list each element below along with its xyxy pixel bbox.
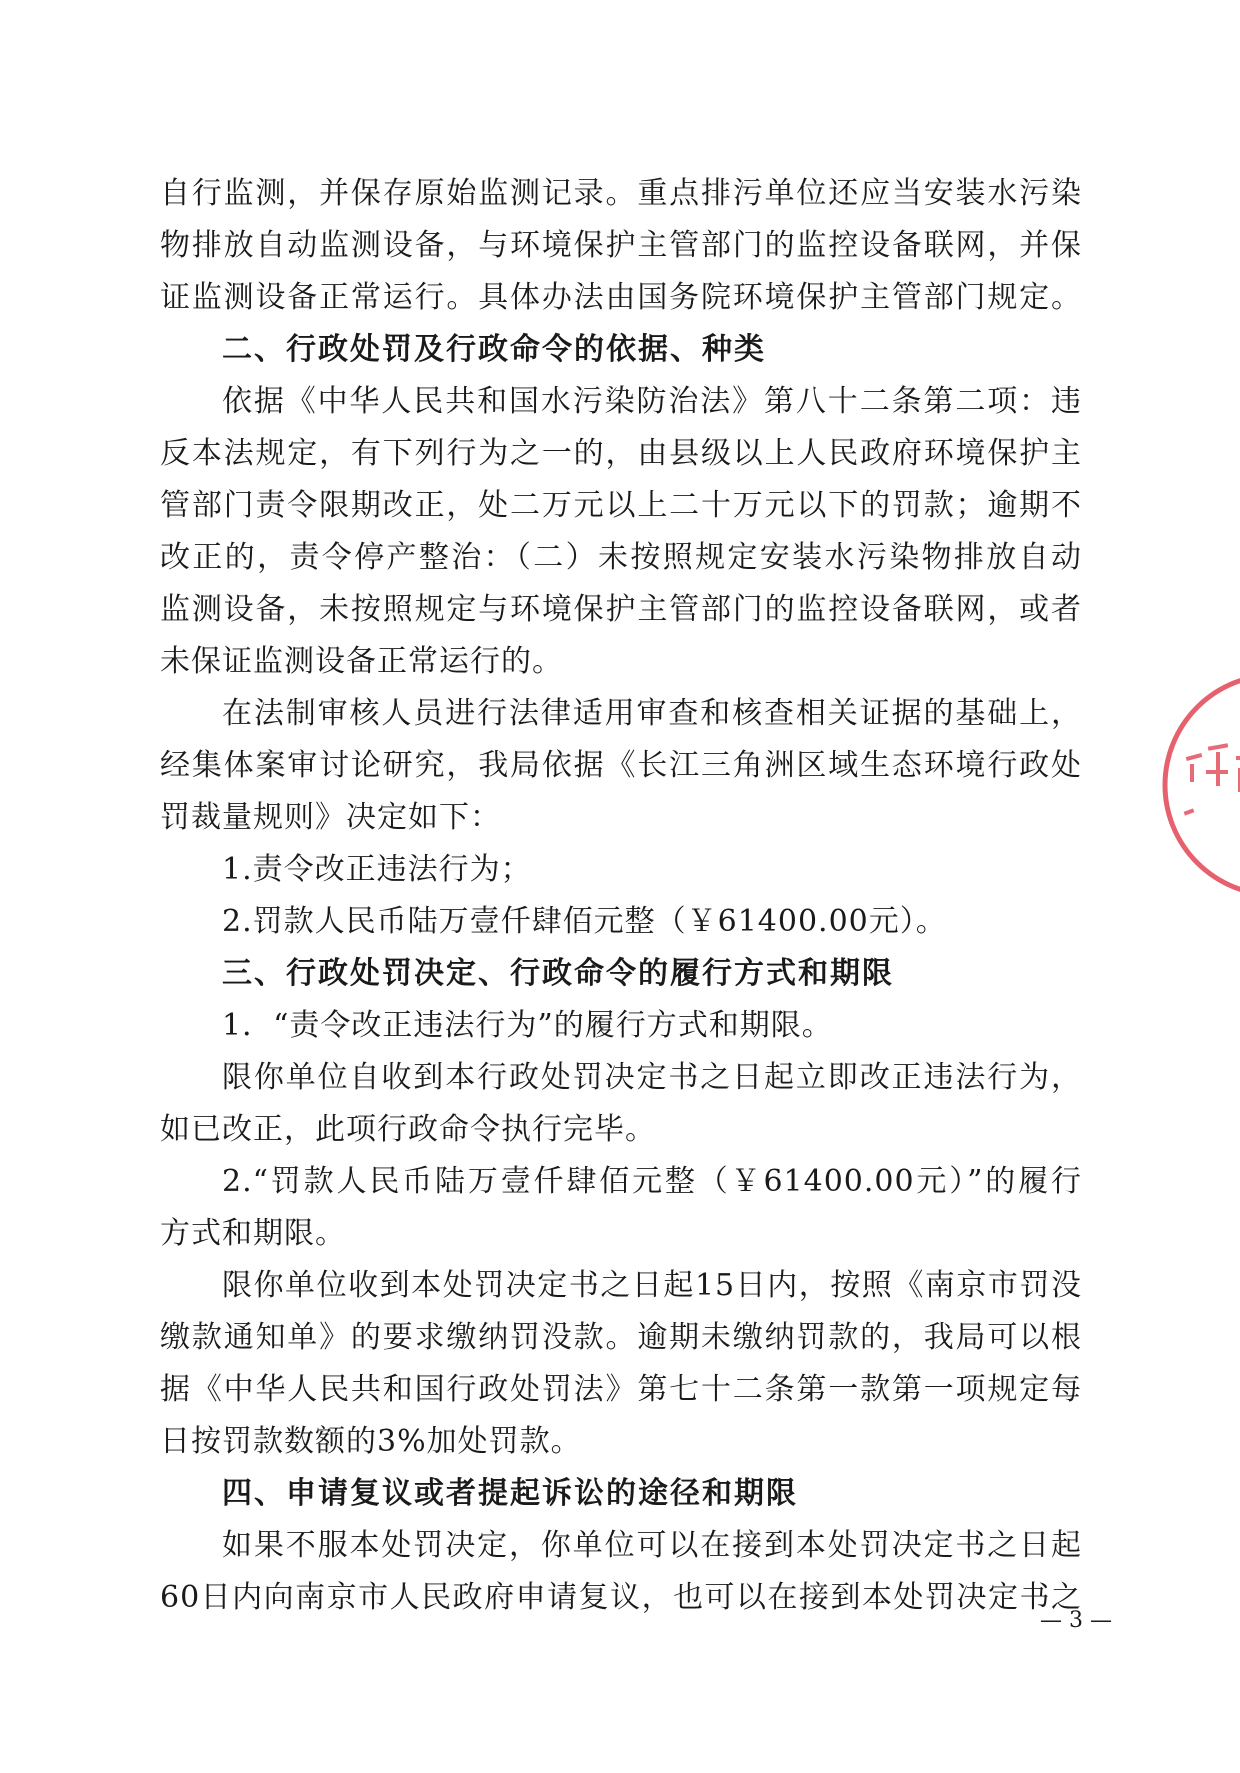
paragraph-line: 罚裁量规则》决定如下： <box>160 800 501 835</box>
document-body <box>160 168 1082 1624</box>
paragraph-line: 未保证监测设备正常运行的。 <box>160 644 563 679</box>
subsection-heading: 方式和期限。 <box>160 1216 346 1251</box>
section-heading: 二、行政处罚及行政命令的依据、种类 <box>222 332 766 367</box>
section-heading: 四、申请复议或者提起诉讼的途径和期限 <box>222 1476 798 1511</box>
paragraph-line: 日按罚款数额的3%加处罚款。 <box>160 1424 582 1459</box>
paragraph-line: 改正的，责令停产整治：（二）未按照规定安装水污染物排放自动 <box>160 540 1082 575</box>
page-number: — 3 — <box>1040 1608 1112 1633</box>
paragraph-line: 如果不服本处罚决定，你单位可以在接到本处罚决定书之日起 <box>222 1528 1082 1563</box>
paragraph-line: 物排放自动监测设备，与环境保护主管部门的监控设备联网，并保 <box>160 228 1082 263</box>
paragraph-line: 经集体案审讨论研究，我局依据《长江三角洲区域生态环境行政处 <box>160 748 1082 783</box>
paragraph-line: 自行监测，并保存原始监测记录。重点排污单位还应当安装水污染 <box>160 176 1082 211</box>
section-heading: 三、行政处罚决定、行政命令的履行方式和期限 <box>222 956 894 991</box>
subsection-heading: 2.“罚款人民币陆万壹仟肆佰元整（￥61400.00元）”的履行 <box>222 1164 1082 1199</box>
paragraph-line: 60日内向南京市人民政府申请复议，也可以在接到本处罚决定书之 <box>160 1580 1082 1615</box>
paragraph-line: 监测设备，未按照规定与环境保护主管部门的监控设备联网，或者 <box>160 592 1082 627</box>
paragraph-line: 限你单位自收到本行政处罚决定书之日起立即改正违法行为， <box>222 1060 1082 1095</box>
subsection-heading: 1．“责令改正违法行为”的履行方式和期限。 <box>222 1008 833 1043</box>
paragraph-line: 缴款通知单》的要求缴纳罚没款。逾期未缴纳罚款的，我局可以根 <box>160 1320 1082 1355</box>
list-item: 1.责令改正违法行为； <box>222 852 532 887</box>
paragraph-line: 在法制审核人员进行法律适用审查和核查相关证据的基础上， <box>222 696 1082 731</box>
paragraph-line: 证监测设备正常运行。具体办法由国务院环境保护主管部门规定。 <box>160 280 1082 315</box>
official-seal-icon <box>1150 660 1240 910</box>
paragraph-line: 如已改正，此项行政命令执行完毕。 <box>160 1112 656 1147</box>
paragraph-line: 依据《中华人民共和国水污染防治法》第八十二条第二项：违 <box>222 384 1082 419</box>
paragraph-line: 限你单位收到本处罚决定书之日起15日内，按照《南京市罚没 <box>222 1268 1082 1303</box>
paragraph-line: 反本法规定，有下列行为之一的，由县级以上人民政府环境保护主 <box>160 436 1082 471</box>
paragraph-line: 管部门责令限期改正，处二万元以上二十万元以下的罚款；逾期不 <box>160 488 1082 523</box>
paragraph-line: 据《中华人民共和国行政处罚法》第七十二条第一款第一项规定每 <box>160 1372 1082 1407</box>
list-item: 2.罚款人民币陆万壹仟肆佰元整（￥61400.00元）。 <box>222 904 947 939</box>
